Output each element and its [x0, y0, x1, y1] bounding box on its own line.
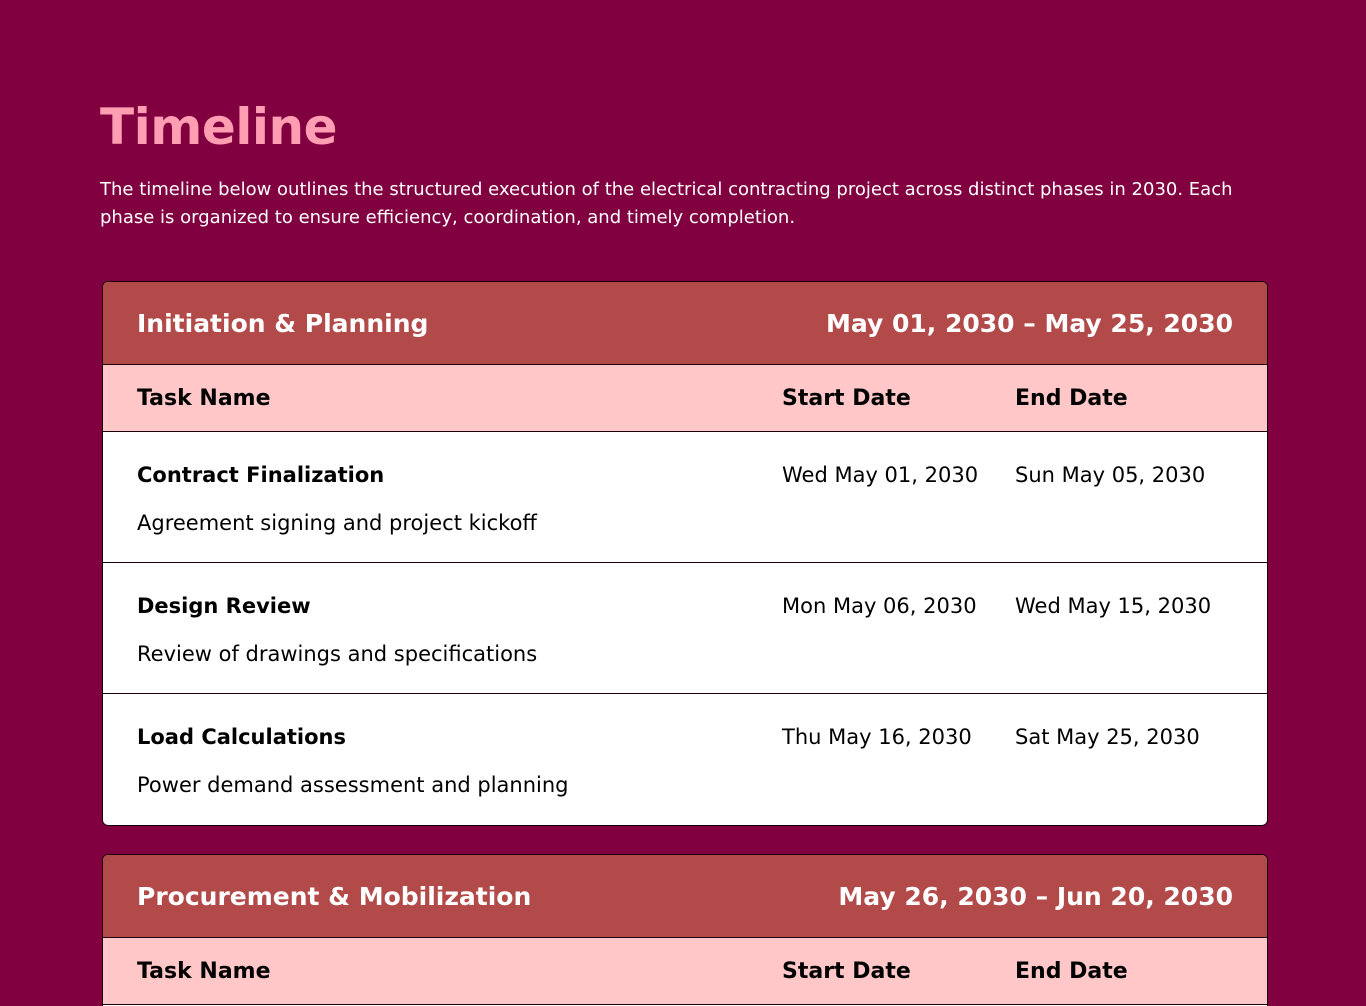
- column-header-end-date: End Date: [1015, 958, 1128, 984]
- column-header-start-date: Start Date: [782, 385, 911, 411]
- column-header-task-name: Task Name: [137, 958, 271, 984]
- task-end-date: Sun May 05, 2030: [1015, 463, 1206, 487]
- phase-header: [103, 282, 1267, 365]
- task-end-date: Sat May 25, 2030: [1015, 725, 1200, 749]
- page-title: Timeline: [100, 98, 338, 156]
- table-header: [103, 938, 1267, 1005]
- column-header-end-date: End Date: [1015, 385, 1128, 411]
- phase-procurement-mobilization: [102, 854, 1268, 1006]
- task-cell: [137, 592, 782, 693]
- phase-name: Procurement & Mobilization: [137, 881, 532, 911]
- phase-date-range: May 01, 2030 – May 25, 2030: [825, 308, 1233, 338]
- intro-paragraph: The timeline below outlines the structured execution of the electrical contracting project across distinct phases in 2030. Each phase is organized to ensure efficiency, coordination, and timely completion.: [100, 179, 1233, 228]
- task-end-date: Wed May 15, 2030: [1015, 594, 1212, 618]
- table-row: [103, 694, 1267, 825]
- table-header: [103, 365, 1267, 432]
- task-start-date: Wed May 01, 2030: [782, 463, 979, 487]
- phase-header: [103, 855, 1267, 938]
- table-row: [103, 563, 1267, 694]
- phase-date-range: May 26, 2030 – Jun 20, 2030: [838, 881, 1233, 911]
- task-start-date: Thu May 16, 2030: [782, 725, 972, 749]
- task-cell: [137, 723, 782, 825]
- column-header-start-date: Start Date: [782, 958, 911, 984]
- task-name: Design Review: [137, 594, 311, 618]
- column-header-task-name: Task Name: [137, 385, 271, 411]
- phase-name: Initiation & Planning: [137, 308, 429, 338]
- task-description: Power demand assessment and planning: [137, 773, 569, 797]
- task-description: Agreement signing and project kickoff: [137, 511, 537, 535]
- table-row: [103, 432, 1267, 563]
- task-name: Contract Finalization: [137, 463, 385, 487]
- phase-initiation-planning: [102, 281, 1268, 826]
- task-name: Load Calculations: [137, 725, 346, 749]
- task-start-date: Mon May 06, 2030: [782, 594, 977, 618]
- task-cell: [137, 461, 782, 562]
- task-description: Review of drawings and specifications: [137, 642, 538, 666]
